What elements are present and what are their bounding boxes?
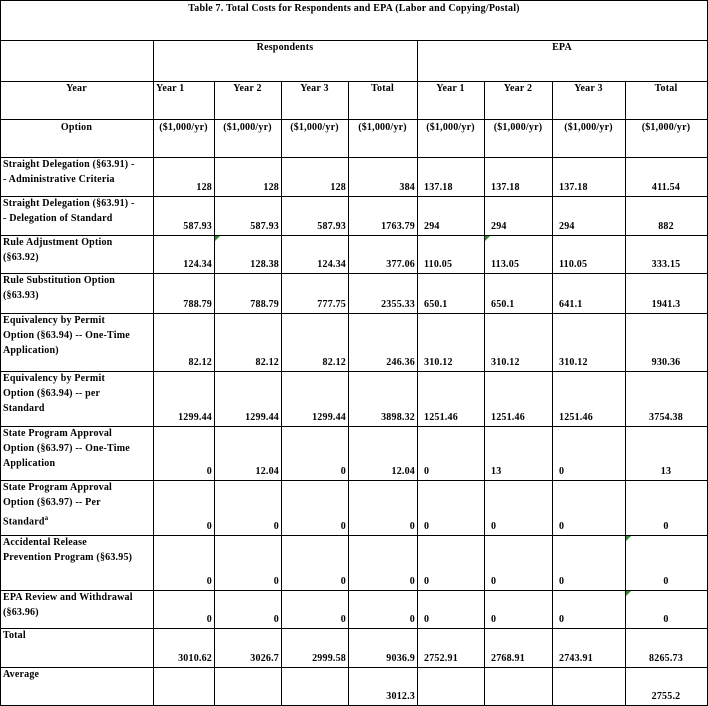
table-cell: 0: [424, 614, 430, 625]
table-cell: 2999.58: [312, 653, 346, 664]
row-label: Rule Adjustment Option: [3, 237, 113, 248]
row-label: Option (§63.94) -- per: [3, 388, 101, 399]
table-cell: 3754.38: [649, 412, 683, 423]
table-cell: 1941.3: [651, 299, 681, 310]
table-rule: [0, 628, 708, 629]
year-header: Year 2: [233, 83, 262, 94]
row-label: Equivalency by Permit: [3, 373, 105, 384]
unit-header: ($1,000/yr): [290, 122, 339, 133]
table-cell: 1251.46: [424, 412, 458, 423]
cell-comment-marker: [626, 591, 631, 596]
row-label: State Program Approval: [3, 482, 113, 493]
row-label: - Delegation of Standard: [3, 213, 113, 224]
row-label: Option (§63.94) -- One-Time: [3, 330, 130, 341]
table-rule: [0, 313, 708, 314]
table-cell: 2768.91: [491, 653, 525, 664]
row-label: Equivalency by Permit: [3, 315, 105, 326]
year-label: Year: [66, 83, 87, 94]
unit-header: ($1,000/yr): [426, 122, 475, 133]
table-rule: [484, 81, 485, 706]
table-cell: 2743.91: [559, 653, 593, 664]
table-cell: 310.12: [491, 357, 520, 368]
table-cell: 0: [409, 576, 415, 587]
table-cell: 113.05: [491, 259, 520, 270]
table-cell: 587.93: [183, 221, 212, 232]
table-cell: 294: [424, 221, 440, 232]
row-label: Average: [3, 669, 40, 680]
table-cell: 0: [340, 521, 346, 532]
table-cell: 0: [559, 614, 565, 625]
year-header: Total: [654, 83, 678, 94]
table-cell: 13: [491, 466, 502, 477]
table-cell: 1299.44: [245, 412, 279, 423]
unit-header: ($1,000/yr): [564, 122, 613, 133]
table-cell: 2752.91: [424, 653, 458, 664]
table-cell: 3026.7: [250, 653, 279, 664]
table-cell: 82.12: [322, 357, 346, 368]
unit-header: ($1,000/yr): [358, 122, 407, 133]
table-cell: 1299.44: [312, 412, 346, 423]
table-rule: [153, 40, 154, 706]
table-cell: 3010.62: [178, 653, 212, 664]
table-title: Table 7. Total Costs for Respondents and EPA (Labor and Copying/Postal): [188, 3, 520, 14]
table-cell: 294: [559, 221, 575, 232]
table-cell: 82.12: [188, 357, 212, 368]
unit-header: ($1,000/yr): [159, 122, 208, 133]
table-cell: 128: [263, 182, 279, 193]
table-cell: 9036.9: [386, 653, 415, 664]
table-cell: 788.79: [250, 299, 279, 310]
table-cell: 0: [559, 466, 565, 477]
table-cell: 0: [663, 521, 669, 532]
table-cell: 0: [663, 576, 669, 587]
table-cell: 641.1: [559, 299, 583, 310]
table-cell: 128.38: [250, 259, 279, 270]
table-rule: [0, 535, 708, 536]
table-cell: 0: [559, 576, 565, 587]
table-cell: 137.18: [491, 182, 520, 193]
table-cell: 333.15: [651, 259, 681, 270]
table-cell: 246.36: [386, 357, 415, 368]
table-cell: 310.12: [424, 357, 453, 368]
table-cell: 587.93: [250, 221, 279, 232]
table-cell: 930.36: [651, 357, 681, 368]
table-cell: 12.04: [391, 466, 415, 477]
table-cell: 0: [340, 614, 346, 625]
respondents-header: Respondents: [256, 42, 314, 53]
table-cell: 2355.33: [381, 299, 415, 310]
row-label: Straight Delegation (§63.91) -: [3, 159, 135, 170]
table-cell: 110.05: [559, 259, 588, 270]
table-cell: 8265.73: [649, 653, 683, 664]
unit-header: ($1,000/yr): [493, 122, 543, 133]
cell-comment-marker: [626, 536, 631, 541]
table-rule: [0, 667, 708, 668]
table-cell: 3898.32: [381, 412, 415, 423]
table-rule: [0, 0, 1, 706]
table-cell: 0: [424, 466, 430, 477]
table-cell: 1299.44: [178, 412, 212, 423]
table-cell: 882: [658, 221, 674, 232]
row-label: Straight Delegation (§63.91) -: [3, 198, 135, 209]
row-label: Total: [3, 630, 26, 641]
year-header: Year 1: [436, 83, 465, 94]
table-cell: 294: [491, 221, 507, 232]
row-label: Standard: [3, 403, 45, 414]
row-label: Option (§63.97) -- One-Time: [3, 443, 130, 454]
table-cell: 650.1: [424, 299, 448, 310]
row-label: Rule Substitution Option: [3, 275, 116, 286]
table-cell: 0: [424, 576, 430, 587]
table-cell: 650.1: [491, 299, 515, 310]
table-cell: 788.79: [183, 299, 212, 310]
table-cell: 0: [340, 466, 346, 477]
unit-header: ($1,000/yr): [223, 122, 272, 133]
table-cell: 777.75: [317, 299, 346, 310]
cell-comment-marker: [485, 236, 490, 241]
table-cell: 0: [340, 576, 346, 587]
table-cell: 0: [409, 614, 415, 625]
row-label: (§63.92): [3, 252, 39, 263]
table-rule: [552, 81, 553, 706]
table-cell: 0: [491, 576, 497, 587]
table-cell: 0: [273, 576, 279, 587]
footnote-marker: a: [44, 514, 49, 522]
table-cell: 0: [424, 521, 430, 532]
cell-comment-marker: [215, 236, 220, 241]
row-label: (§63.93): [3, 290, 39, 301]
row-label: (§63.96): [3, 607, 39, 618]
table-cell: 137.18: [424, 182, 453, 193]
table-cell: 124.34: [317, 259, 346, 270]
table-cell: 587.93: [317, 221, 346, 232]
row-label: Option (§63.97) -- Per: [3, 497, 101, 508]
year-header: Year 2: [503, 83, 533, 94]
row-label: Application: [3, 458, 56, 469]
option-label: Option: [60, 122, 93, 133]
table-cell: 12.04: [255, 466, 279, 477]
year-header: Year 3: [574, 83, 603, 94]
table-rule: [0, 371, 708, 372]
year-header: Year 3: [300, 83, 329, 94]
table-cell: 1251.46: [491, 412, 525, 423]
row-label: EPA Review and Withdrawal: [3, 592, 133, 603]
table-cell: 411.54: [651, 182, 681, 193]
table-cell: 310.12: [559, 357, 588, 368]
epa-header: EPA: [552, 42, 572, 53]
table-cell: 0: [273, 521, 279, 532]
table-cell: 0: [663, 614, 669, 625]
table-cell: 2755.2: [651, 691, 681, 702]
table-cell: 82.12: [255, 357, 279, 368]
row-label: Prevention Program (§63.95): [3, 552, 133, 563]
table-cell: 3012.3: [386, 691, 415, 702]
year-header: Total: [371, 83, 394, 94]
table-cell: 0: [206, 576, 212, 587]
table-cell: 110.05: [424, 259, 453, 270]
table-cell: 0: [491, 521, 497, 532]
table-cell: 124.34: [183, 259, 212, 270]
row-label: Accidental Release: [3, 537, 87, 548]
table-rule: [417, 40, 418, 706]
row-label: - Administrative Criteria: [3, 174, 115, 185]
table-cell: 0: [206, 614, 212, 625]
table-cell: 384: [399, 182, 415, 193]
table-rule: [0, 0, 708, 1]
table-cell: 128: [196, 182, 212, 193]
table-cell: 0: [273, 614, 279, 625]
table-cell: 0: [409, 521, 415, 532]
table-cell: 0: [491, 614, 497, 625]
table-rule: [0, 119, 708, 120]
table-cell: 0: [559, 521, 565, 532]
table-cell: 377.06: [386, 259, 415, 270]
table-cell: 128: [330, 182, 346, 193]
row-label: Standard$^a$: [3, 514, 49, 528]
row-label: State Program Approval: [3, 428, 113, 439]
table-cell: 137.18: [559, 182, 588, 193]
table-cell: 0: [206, 521, 212, 532]
table-cell: 0: [206, 466, 212, 477]
table-cell: 1251.46: [559, 412, 593, 423]
table-cell: 1763.79: [381, 221, 415, 232]
table-cell: 13: [660, 466, 672, 477]
year-header: Year 1: [156, 83, 185, 94]
unit-header: ($1,000/yr): [641, 122, 691, 133]
row-label: Application): [3, 345, 59, 356]
